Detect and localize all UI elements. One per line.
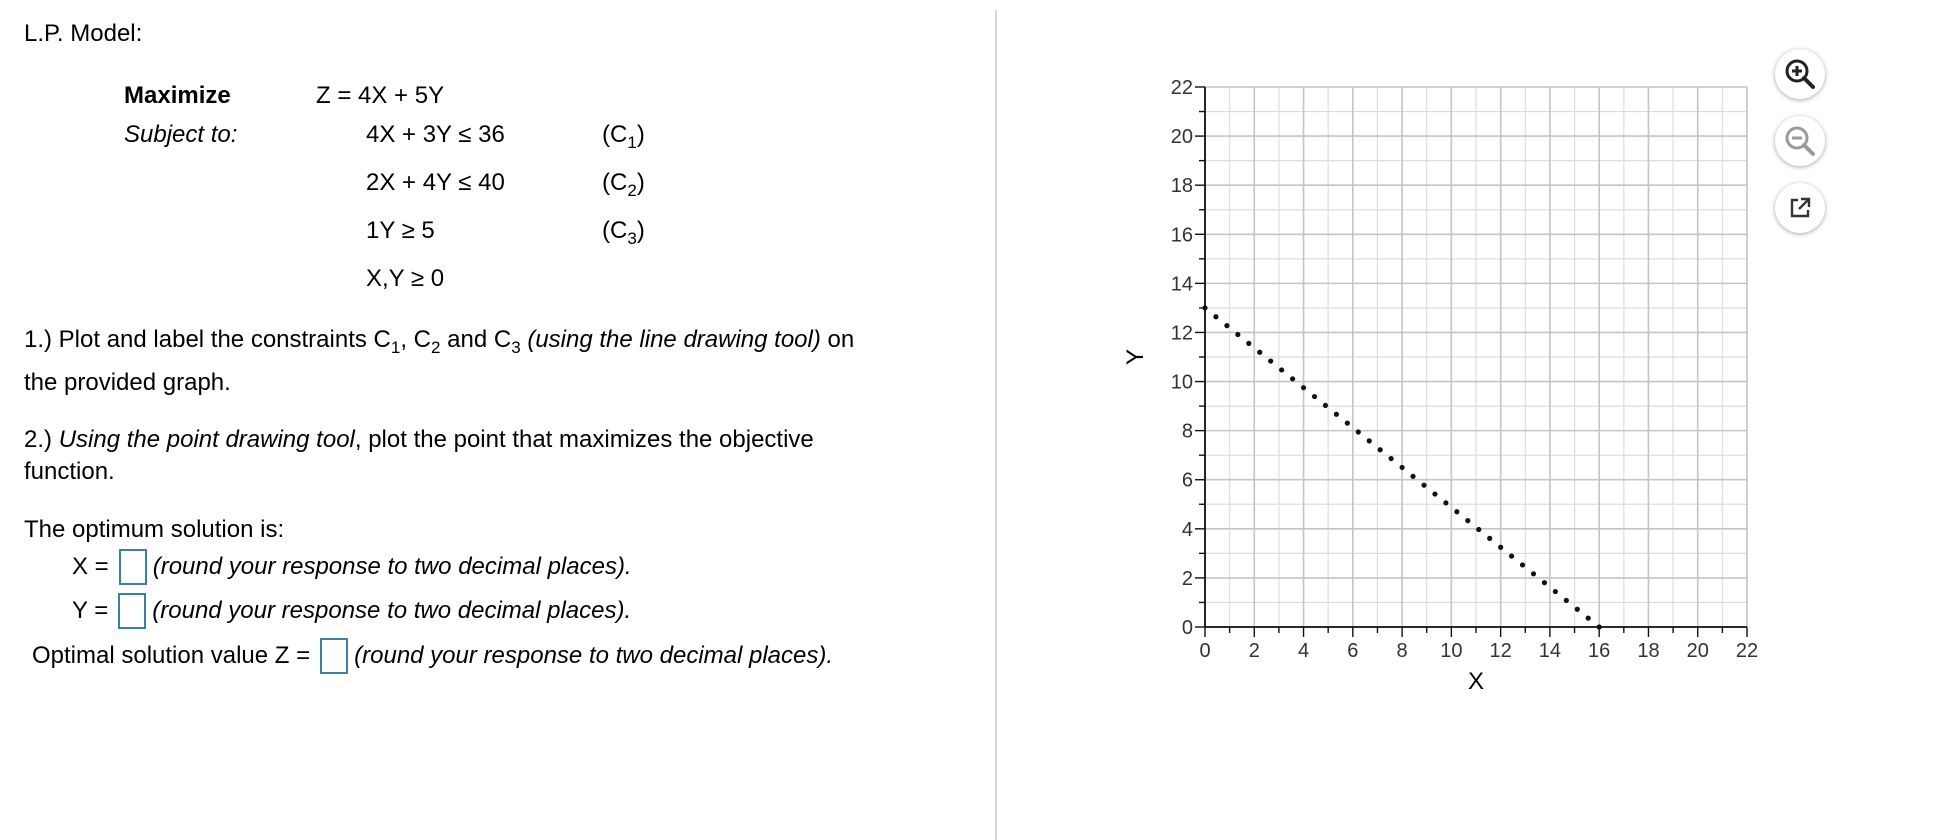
x-label: X =	[72, 553, 109, 580]
x-tick-label-4: 8	[1396, 640, 1408, 662]
question-2: 2.) Using the point drawing tool, plot the point that maximizes the objective	[24, 426, 814, 453]
series-0-dot	[1367, 438, 1372, 443]
series-0-dot	[1312, 394, 1317, 399]
objective-function: Z = 4X + 5Y	[316, 82, 445, 109]
series-0-dot	[1257, 350, 1262, 355]
y-axis-label: Y	[1122, 348, 1149, 366]
x-tick-label-11: 22	[1735, 640, 1759, 662]
x-tick-label-2: 4	[1297, 640, 1310, 662]
series-0-dot	[1410, 474, 1415, 479]
optimum-heading: The optimum solution is:	[24, 516, 285, 543]
subject-to-label: Subject to:	[124, 121, 238, 148]
x-tick-label-9: 18	[1637, 640, 1660, 662]
series-0-dot	[1378, 447, 1383, 452]
constraint-1-label: $(C_1)$	[602, 121, 645, 152]
y-tick-label-3: 6	[1181, 469, 1193, 492]
y-tick-label-5: 10	[1170, 371, 1193, 394]
series-0-dot	[1465, 518, 1470, 523]
x-tick-labels	[1199, 640, 1758, 662]
series-0-dot	[1454, 509, 1459, 514]
x-tick-label-0: 0	[1199, 640, 1211, 662]
series-0-dot	[1564, 598, 1569, 603]
series-0-dot	[1213, 314, 1218, 319]
series-0-dot	[1345, 421, 1350, 426]
question-2-line-2: function.	[24, 458, 115, 485]
y-tick-label-1: 2	[1181, 567, 1193, 590]
constraint-3-label: $(C_3)$	[602, 217, 645, 248]
z-label: Optimal solution value Z =	[32, 642, 311, 669]
series-0-dot	[1575, 607, 1580, 612]
x-tick-label-7: 14	[1538, 640, 1562, 662]
y-tick-label-0: 0	[1181, 617, 1193, 639]
series-0-dot	[1520, 562, 1525, 567]
zoom-in-icon	[1783, 57, 1817, 91]
series-0-dot	[1476, 527, 1481, 532]
series-0-dot	[1531, 571, 1536, 576]
nonnegativity-constraint: X,Y ≥ 0	[366, 265, 445, 292]
y-tick-label-10: 20	[1170, 126, 1193, 149]
series-0-dot	[1290, 376, 1295, 381]
constraint-2-label: $(C_2)$	[602, 169, 645, 200]
y-label: Y =	[72, 597, 109, 624]
series-0-dot	[1301, 385, 1306, 390]
series-0-dot	[1553, 589, 1558, 594]
series-0-dot	[1542, 580, 1547, 585]
series-0-dot	[1235, 332, 1240, 337]
series-0-dot	[1487, 536, 1492, 541]
series-0-dot	[1334, 412, 1339, 417]
series-0-dot	[1224, 323, 1229, 328]
zoom-out-button[interactable]	[1775, 116, 1825, 166]
maximize-label: Maximize	[124, 82, 231, 109]
x-axis-label: X	[1467, 668, 1485, 695]
series-0-dot	[1509, 553, 1514, 558]
series-0-dot	[1389, 456, 1394, 461]
x-tick-label-8: 16	[1588, 640, 1611, 662]
zoom-out-icon	[1783, 124, 1817, 158]
constraint-2-expr: 2X + 4Y ≤ 40	[366, 169, 505, 196]
constraint-1-expr: 4X + 3Y ≤ 36	[366, 121, 505, 148]
series-0-dot	[1421, 483, 1426, 488]
y-tick-label-7: 14	[1170, 273, 1193, 296]
z-hint: (round your response to two decimal places).	[354, 642, 834, 669]
zoom-in-button[interactable]	[1775, 49, 1825, 99]
series-0-dot	[1268, 358, 1273, 363]
series-0-dot	[1597, 624, 1602, 629]
series-0-dot	[1246, 341, 1251, 346]
x-tick-label-5: 10	[1440, 640, 1463, 662]
popout-icon	[1785, 193, 1815, 223]
series-0-dot	[1399, 465, 1404, 470]
series-0-dot	[1323, 403, 1328, 408]
x-hint: (round your response to two decimal places).	[152, 553, 632, 580]
popout-button[interactable]	[1775, 183, 1825, 233]
x-tick-label-10: 20	[1686, 640, 1709, 662]
y-tick-labels	[1171, 77, 1193, 639]
series-0-dot	[1279, 367, 1284, 372]
series-0-dot	[1432, 491, 1437, 496]
x-tick-label-3: 6	[1347, 640, 1359, 662]
x-tick-label-1: 2	[1248, 640, 1260, 662]
x-tick-label-6: 12	[1489, 640, 1512, 662]
page-title: L.P. Model:	[24, 20, 143, 47]
y-tick-label-9: 18	[1170, 175, 1193, 198]
y-tick-label-2: 4	[1181, 518, 1193, 541]
series-0-dot	[1356, 429, 1361, 434]
series-0-dot	[1586, 616, 1591, 621]
y-tick-label-6: 12	[1170, 322, 1193, 345]
axis-ticks	[1195, 87, 1747, 637]
series-0-dot	[1443, 500, 1448, 505]
series-0-dot	[1498, 545, 1503, 550]
series-0-dot	[1202, 305, 1207, 310]
y-tick-label-4: 8	[1181, 420, 1193, 443]
question-1-line-2: the provided graph.	[24, 369, 231, 396]
y-hint: (round your response to two decimal places).	[152, 597, 632, 624]
constraint-3-expr: 1Y ≥ 5	[366, 217, 435, 244]
y-tick-label-8: 16	[1170, 224, 1193, 247]
grid-minor-lines	[1205, 87, 1747, 627]
question-1: 1.) Plot and label the constraints $C_1$, $C_2$ and $C_3$ (using the line drawing tool) on	[24, 326, 855, 357]
y-tick-label-11: 22	[1170, 77, 1193, 99]
